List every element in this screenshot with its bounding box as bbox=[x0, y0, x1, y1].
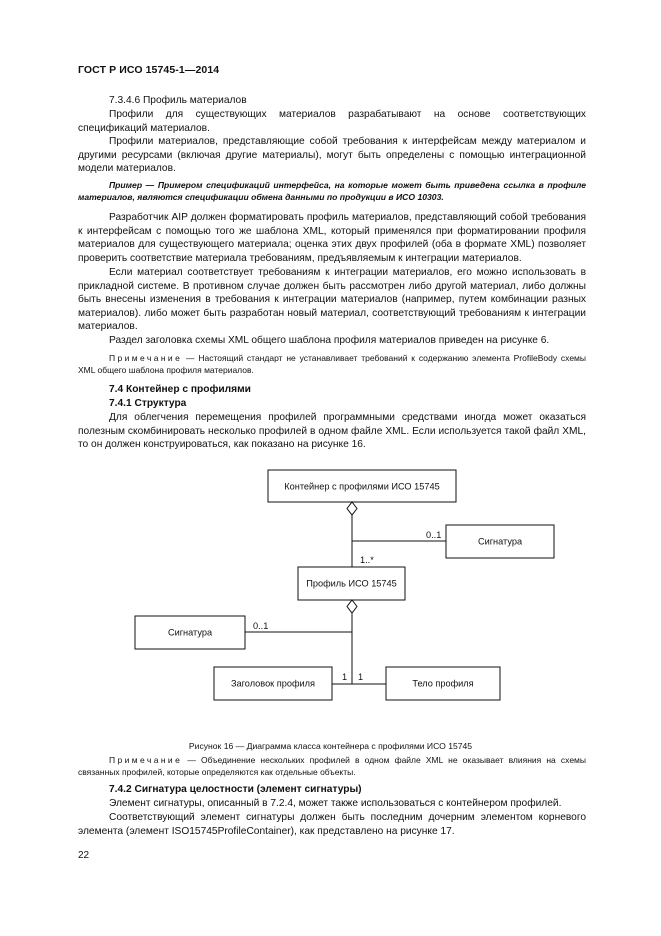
note-2-label: Примечание bbox=[109, 755, 183, 765]
multiplicity-header: 1 bbox=[342, 672, 348, 682]
header-box-label: Заголовок профиля bbox=[231, 678, 315, 689]
container-box-label: Контейнер с профилями ИСО 15745 bbox=[284, 481, 440, 492]
section-7-4-2-title: 7.4.2 Сигнатура целостности (элемент сигнатуры) bbox=[109, 784, 362, 795]
signature-box-top-label: Сигнатура bbox=[477, 536, 523, 547]
section-7-3-4-6-title: 7.3.4.6 Профиль материалов bbox=[109, 95, 247, 106]
body-box-label: Тело профиля bbox=[412, 678, 474, 689]
paragraph-8: Соответствующий элемент сигнатуры должен быть последним дочерним элементом корневого элемента (элемент ISO15745ProfileContainer), как представлено на рисунке 17. bbox=[78, 812, 586, 837]
section-7-4-title: 7.4 Контейнер с профилями bbox=[109, 384, 251, 395]
multiplicity-signature-top: 0..1 bbox=[426, 530, 442, 540]
multiplicity-body: 1 bbox=[358, 672, 364, 682]
note-2-text: — Объединение нескольких профилей в одном файле XML не оказывает влияния на схемы связанных профилей, которые определяются как отдельные объекты. bbox=[78, 755, 586, 777]
paragraph-1: Профили для существующих материалов разрабатывают на основе соответствующих спецификаций материалов. bbox=[78, 109, 586, 134]
document-header: ГОСТ Р ИСО 15745-1—2014 bbox=[78, 64, 220, 76]
example-paragraph: Пример — Примером спецификаций интерфейса, на которые может быть приведена ссылка в профиле материалов, являются спецификации обмена данными по продукции в ИСО 10303. bbox=[78, 180, 586, 202]
aggregation-diamond-profile bbox=[347, 600, 357, 613]
paragraph-4: Если материал соответствует требованиям к интеграции материалов, его можно использовать в прикладной системе. В противном случае должен быть рассмотрен либо другой материал, либо должны быть внесены изменения в требования к интеграции материалов (например, путем комбинации разных материалов). либо может быть разработан новый материал, соответствующий требованиям к интеграции материалов. bbox=[78, 267, 586, 333]
page-number: 22 bbox=[78, 850, 90, 861]
paragraph-3: Разработчик AIP должен форматировать профиль материалов, представляющий собой требования к интерфейсам с помощью того же шаблона XML, который применялся при форматировании профиля материалов для существующего материала; оценка этих двух профилей (оба в формате XML) позволяет проверить соответствие материала требованиям, предъявляемым к интеграции материалов. bbox=[78, 212, 586, 264]
paragraph-2: Профили материалов, представляющие собой требования к интерфейсам между материалом и другими ресурсами (включая другие материалы), могут быть определены с помощью интеграционной модели материалов. bbox=[78, 136, 586, 175]
note-1-label: Примечание bbox=[109, 353, 183, 363]
paragraph-7: Элемент сигнатуры, описанный в 7.2.4, может также использоваться с контейнером профилей. bbox=[109, 798, 562, 809]
figure-caption: Рисунок 16 — Диаграмма класса контейнера с профилями ИСО 15745 bbox=[188, 741, 473, 751]
signature-box-left-label: Сигнатура bbox=[167, 627, 213, 638]
section-7-4-1-title: 7.4.1 Структура bbox=[109, 398, 187, 409]
note-1-text: — Настоящий стандарт не устанавливает требований к содержанию элемента ProfileBody схемы XML общего шаблона профиля материалов. bbox=[78, 353, 586, 375]
paragraph-5: Раздел заголовка схемы XML общего шаблона профиля материалов приведен на рисунке 6. bbox=[109, 335, 550, 346]
note-2 bbox=[78, 754, 586, 778]
multiplicity-profiles: 1..* bbox=[360, 555, 374, 565]
profile-box-label: Профиль ИСО 15745 bbox=[306, 578, 397, 589]
aggregation-diamond-top bbox=[347, 502, 357, 515]
multiplicity-signature-left: 0..1 bbox=[253, 621, 269, 631]
paragraph-6: Для облегчения перемещения профилей программными средствами иногда может оказаться полезным скомбинировать несколько профилей в одном файле XML. Если используется такой файл XML, то он должен конструироваться, как показано на рисунке 16. bbox=[78, 412, 586, 451]
